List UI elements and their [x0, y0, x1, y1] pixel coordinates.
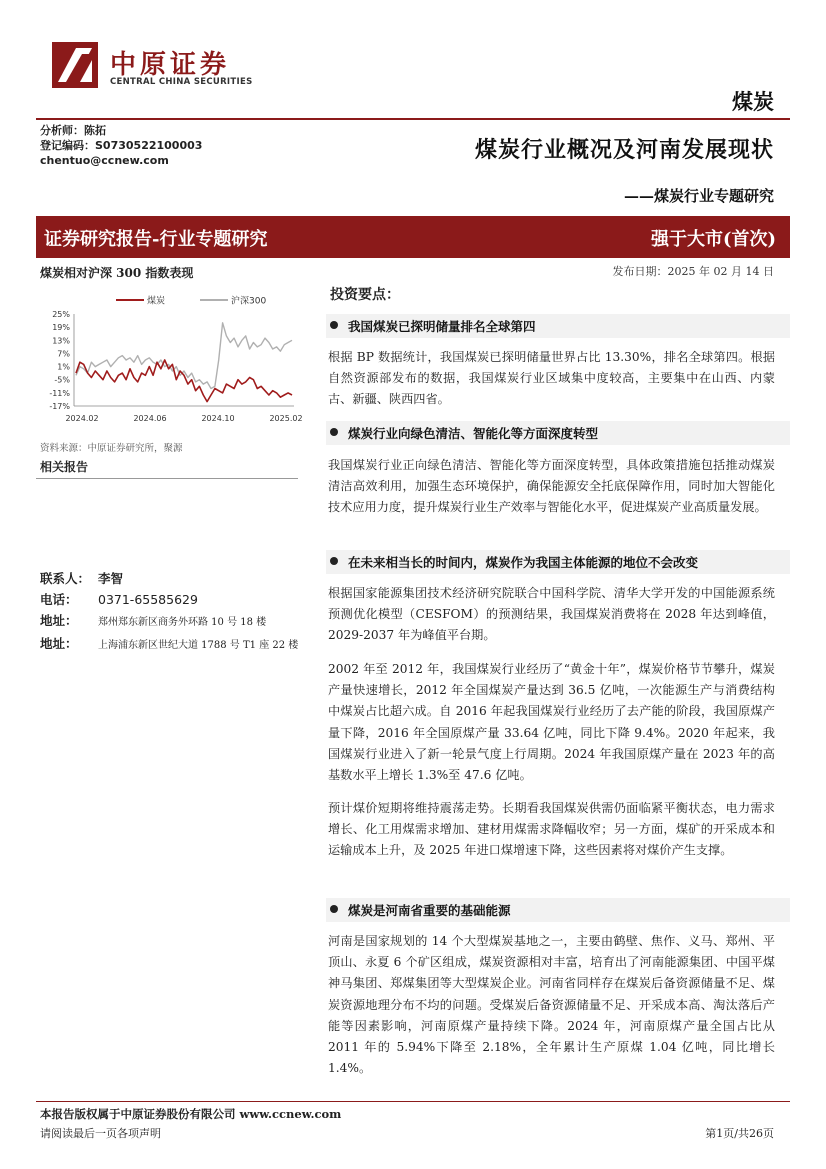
x-tick-label: 2024.06 [133, 414, 167, 423]
y-tick-label: 19% [52, 323, 70, 333]
contact-address-zhengzhou: 郑州郑东新区商务外环路 10 号 18 楼 [98, 617, 267, 628]
y-tick-label: -11% [49, 388, 70, 398]
chart-title: 煤炭相对沪深 300 指数表现 [40, 266, 194, 280]
paragraph: 2002 年至 2012 年，我国煤炭行业经历了“黄金十年”，煤炭价格节节攀升，煤炭产量快速增长，2012 年全国煤炭产量达到 36.5 亿吨，一次能源生产与消费结构中煤炭占比超六成。自 2016 年起我国煤炭行业经历了去产能的阶段，我国原煤产量下降，2016 年全国原煤产量 33.64 亿吨，同比下降 9.4%。2020 年起来，我国煤炭行业进入了新一轮景气度上行周期。2024 年我国原煤产量在 2023 年的高基数水平上增长 1.3%至 47.6 亿吨。 [328, 662, 775, 783]
contact-row [40, 568, 298, 589]
coal-series-line [76, 360, 292, 402]
report-type: 证券研究报告-行业专题研究 [44, 229, 268, 250]
contact-label: 电话： [40, 592, 78, 607]
x-tick-label: 2024.02 [65, 414, 99, 423]
publish-date: 发布日期：2025 年 02 月 14 日 [612, 265, 774, 278]
y-tick-label: -5% [54, 375, 70, 385]
analyst-reg-no: 登记编码：S0730522100003 [40, 139, 203, 152]
report-title: 煤炭行业概况及河南发展现状 [474, 137, 774, 163]
paragraph: 根据 BP 数据统计，我国煤炭已探明储量世界占比 13.30%，排名全球第四。根据自然资源部发布的数据，我国煤炭行业区域集中度较高，主要集中在山西、内蒙古、新疆、陕西四省。 [328, 350, 775, 407]
contact-label: 地址： [40, 613, 78, 628]
related-reports-title: 相关报告 [40, 460, 89, 474]
analyst-name: 分析师：陈拓 [40, 124, 106, 137]
footer-copyright: 本报告版权属于中原证券股份有限公司 www.ccnew.com [40, 1107, 342, 1121]
bullet-icon [330, 557, 338, 565]
legend-coal-label: 煤炭 [147, 296, 166, 307]
section-heading-text: 我国煤炭已探明储量排名全球第四 [348, 319, 536, 334]
section-heading [326, 421, 790, 445]
paragraph: 河南是国家规划的 14 个大型煤炭基地之一，主要由鹤壁、焦作、义马、郑州、平顶山、永夏 6 个矿区组成，煤炭资源相对丰富，培育出了河南能源集团、中国平煤神马集团、郑煤集团等大型煤炭企业。河南省同样存在煤炭后备资源储量不足、煤炭资源地理分布不均的问题。受煤炭后备资源储量不足、开采成本高、淘汰落后产能等因素影响，河南原煤产量持续下降。2024 年，河南原煤产量全国占比从 2011 年的 5.94%下降至 2.18%，全年累计生产原煤 1.04 亿吨，同比增长 1.4%。 [328, 934, 775, 1076]
chart-source: 资料来源：中原证券研究所，聚源 [40, 443, 183, 454]
page-number: 第1页/共26页 [705, 1127, 774, 1140]
paragraph: 根据国家能源集团技术经济研究院联合中国科学院、清华大学开发的中国能源系统预测优化模型（CESFOM）的预测结果，我国煤炭消费将在 2028 年达到峰值，2029-2037 年为峰值平台期。 [328, 586, 775, 643]
sidebar-divider [36, 478, 298, 479]
rating: 强于大市(首次) [650, 229, 776, 250]
x-tick-label: 2024.10 [201, 414, 235, 423]
header-divider [36, 118, 790, 120]
section-heading-text: 煤炭行业向绿色清洁、智能化等方面深度转型 [348, 426, 599, 441]
company-logo-icon [52, 42, 98, 88]
legend-hs300-label: 沪深300 [231, 296, 267, 307]
section-heading [326, 898, 790, 922]
x-tick-label: 2025.02 [269, 414, 303, 423]
section-heading [326, 314, 790, 338]
y-tick-label: 7% [57, 349, 70, 359]
section-heading-text: 在未来相当长的时间内，煤炭作为我国主体能源的地位不会改变 [348, 555, 699, 570]
relative-performance-chart [36, 288, 303, 428]
section-heading [326, 550, 790, 574]
y-tick-label: 1% [57, 362, 70, 372]
contact-row [40, 610, 298, 633]
chart-legend [116, 295, 266, 307]
y-tick-label: 25% [52, 310, 70, 319]
hs300-series-line [76, 323, 292, 389]
report-subtitle: ——煤炭行业专题研究 [623, 187, 774, 205]
analyst-email[interactable]: chentuo@ccnew.com [40, 154, 169, 167]
investment-highlights-title: 投资要点： [330, 287, 400, 303]
footer-divider [36, 1101, 790, 1102]
footer-disclaimer: 请阅读最后一页各项声明 [40, 1127, 161, 1140]
bullet-icon [330, 428, 338, 436]
brand-name-cn: 中原证券 [110, 50, 231, 80]
sector-label: 煤炭 [732, 89, 774, 114]
bullet-icon [330, 321, 338, 329]
contact-person: 李智 [98, 571, 124, 586]
contact-label: 联系人： [40, 571, 91, 586]
contact-phone: 0371-65585629 [98, 592, 198, 607]
contact-row [40, 589, 298, 610]
contact-label: 地址： [40, 636, 78, 651]
bullet-icon [330, 905, 338, 913]
contact-info [40, 568, 298, 656]
contact-address-shanghai: 上海浦东新区世纪大道 1788 号 T1 座 22 楼 [98, 640, 299, 651]
brand-name-en: CENTRAL CHINA SECURITIES [110, 77, 253, 87]
paragraph: 我国煤炭行业正向绿色清洁、智能化等方面深度转型，具体政策措施包括推动煤炭清洁高效利用，加强生态环境保护，确保能源安全托底保障作用，同时加大智能化技术应用力度，提升煤炭行业生产效率与智能化水平，促进煤炭产业高质量发展。 [328, 458, 775, 515]
paragraph: 预计煤价短期将维持震荡走势。长期看我国煤炭供需仍面临紧平衡状态，电力需求增长、化工用煤需求增加、建材用煤需求降幅收窄；另一方面，煤矿的开采成本和运输成本上升，及 2025 年进口煤增速下降，这些因素将对煤价产生支撑。 [328, 801, 775, 858]
y-tick-label: 13% [52, 336, 70, 346]
section-heading-text: 煤炭是河南省重要的基础能源 [348, 903, 511, 918]
analyst-info [40, 123, 202, 168]
y-tick-label: -17% [49, 402, 70, 411]
contact-row [40, 633, 298, 656]
